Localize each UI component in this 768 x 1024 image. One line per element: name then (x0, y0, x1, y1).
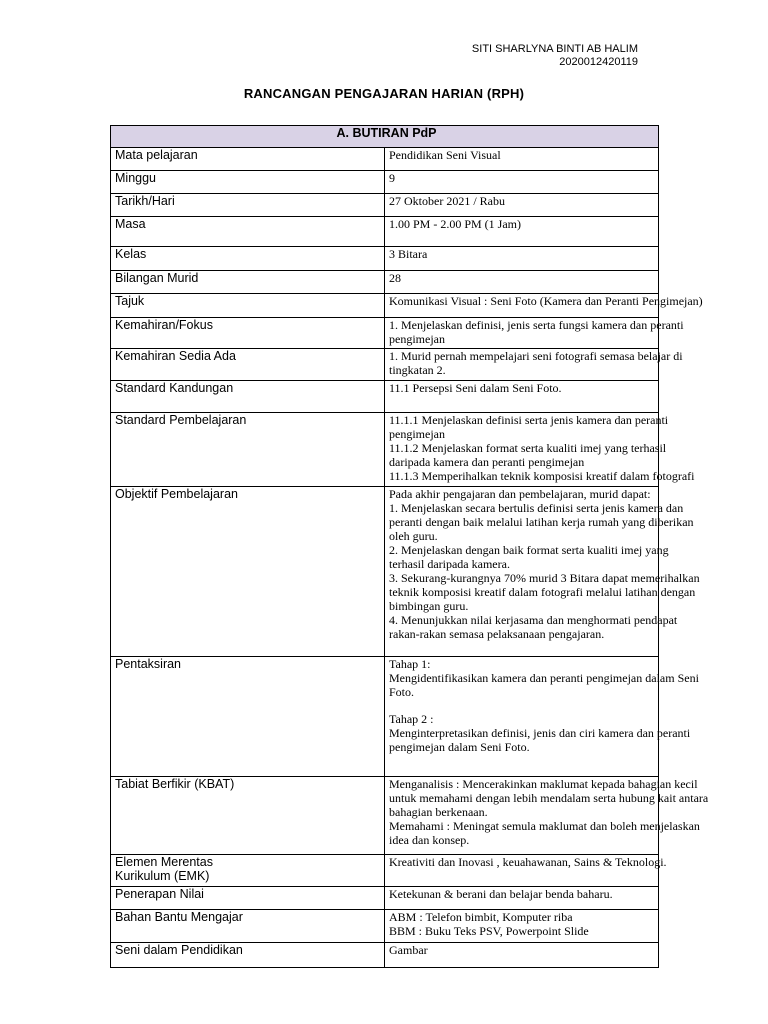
value-line: pengimejan (389, 427, 445, 441)
rph-table (110, 125, 709, 968)
value-line: 1. Murid pernah mempelajari seni fotografi semasa belajar di (389, 349, 683, 363)
value-line: 11.1.3 Memperihalkan teknik komposisi kreatif dalam fotografi (389, 469, 695, 483)
table-row (111, 943, 659, 968)
table-row (111, 194, 659, 217)
value-line: Menginterpretasikan definisi, jenis dan ciri kamera dan peranti (389, 726, 691, 740)
table-row (111, 217, 659, 247)
value-line: untuk memahami dengan lebih mendalam serta hubung kait antara (389, 791, 709, 805)
row-label (111, 910, 385, 943)
row-label (111, 171, 385, 194)
value-line: Pendidikan Seni Visual (389, 148, 501, 162)
row-value (385, 349, 683, 381)
value-line: daripada kamera dan peranti pengimejan (389, 455, 585, 469)
row-label (111, 217, 385, 247)
label-line: Standard Kandungan (115, 381, 234, 395)
row-label (111, 657, 385, 777)
page-title: RANCANGAN PENGAJARAN HARIAN (RPH) (243, 86, 525, 101)
value-line: Tahap 2 : (389, 712, 434, 726)
row-value (385, 318, 684, 349)
label-line: Masa (115, 217, 146, 231)
value-line: 4. Menunjukkan nilai kerjasama dan menghormati pendapat (389, 613, 678, 627)
value-line (389, 699, 658, 712)
label-line: Tabiat Berfikir (KBAT) (115, 777, 235, 791)
table-row (111, 349, 659, 381)
value-line: 3 Bitara (389, 247, 428, 261)
table-row (111, 413, 659, 487)
author-id: 2020012420119 (559, 56, 638, 68)
row-label (111, 777, 385, 855)
label-line: Bilangan Murid (115, 271, 199, 285)
row-value (385, 148, 659, 171)
row-value (385, 855, 667, 887)
row-value (385, 777, 709, 855)
row-label (111, 247, 385, 271)
value-line: 1. Menjelaskan secara bertulis definisi serta jenis kamera dan (389, 501, 684, 515)
table-row (111, 294, 659, 318)
row-value (385, 247, 659, 271)
value-line: Mengidentifikasikan kamera dan peranti pengimejan dalam Seni (389, 671, 699, 685)
author-name: SITI SHARLYNA BINTI AB HALIM (471, 43, 638, 55)
value-line: terhasil daripada kamera. (389, 557, 510, 571)
value-line: bimbingan guru. (389, 599, 469, 613)
row-value (385, 294, 703, 318)
value-line: 27 Oktober 2021 / Rabu (389, 194, 505, 208)
row-label (111, 194, 385, 217)
table-row (111, 247, 659, 271)
value-line: Pada akhir pengajaran dan pembelajaran, murid dapat: (389, 487, 651, 501)
value-line: Gambar (389, 943, 428, 957)
value-line: Ketekunan & berani dan belajar benda baharu. (389, 887, 613, 901)
value-line: Komunikasi Visual : Seni Foto (Kamera dan Peranti Pengimejan) (389, 294, 703, 308)
value-line: Foto. (389, 685, 415, 699)
row-label (111, 318, 385, 349)
label-line: Bahan Bantu Mengajar (115, 910, 243, 924)
value-line: 11.1.2 Menjelaskan format serta kualiti imej yang terhasil (389, 441, 667, 455)
value-line: idea dan konsep. (389, 833, 470, 847)
table-row (111, 487, 659, 657)
row-label (111, 381, 385, 413)
value-line: Menganalisis : Mencerakinkan maklumat kepada bahagian kecil (389, 777, 698, 791)
row-value (385, 943, 659, 968)
value-line: BBM : Buku Teks PSV, Powerpoint Slide (389, 924, 589, 938)
row-value (385, 413, 695, 487)
table-row (111, 271, 659, 294)
label-line: Kemahiran/Fokus (115, 318, 213, 332)
value-line: 28 (389, 271, 401, 285)
label-line: Seni dalam Pendidikan (115, 943, 243, 957)
value-line: Tahap 1: (389, 657, 431, 671)
value-line: tingkatan 2. (389, 363, 446, 377)
row-value (385, 171, 659, 194)
table-row (111, 855, 659, 887)
row-value (385, 271, 659, 294)
label-line: Pentaksiran (115, 657, 182, 671)
table-row (111, 910, 659, 943)
row-value (385, 217, 659, 247)
label-line: Tarikh/Hari (115, 194, 175, 208)
value-line: 11.1 Persepsi Seni dalam Seni Foto. (389, 381, 562, 395)
table-row (111, 657, 659, 777)
value-line: peranti dengan baik melalui latihan kerja rumah yang diberikan (389, 515, 694, 529)
label-line: Mata pelajaran (115, 148, 198, 162)
value-line: Memahami : Meningat semula maklumat dan boleh menjelaskan (389, 819, 700, 833)
label-line: Tajuk (115, 294, 145, 308)
table-row (111, 171, 659, 194)
value-line: 3. Sekurang-kurangnya 70% murid 3 Bitara dapat memerihalkan (389, 571, 700, 585)
value-line: 1.00 PM - 2.00 PM (1 Jam) (389, 217, 522, 231)
row-value (385, 910, 659, 943)
table-row (111, 887, 659, 910)
value-line: pengimejan (389, 332, 445, 346)
label-line: Minggu (115, 171, 156, 185)
value-line: bahagian berkenaan. (389, 805, 488, 819)
row-value (385, 194, 659, 217)
value-line: oleh guru. (389, 529, 438, 543)
label-line: Elemen Merentas (115, 855, 213, 869)
row-label (111, 855, 385, 887)
label-line: Standard Pembelajaran (115, 413, 247, 427)
value-line: pengimejan dalam Seni Foto. (389, 740, 530, 754)
value-line: 1. Menjelaskan definisi, jenis serta fungsi kamera dan peranti (389, 318, 684, 332)
author-block (472, 43, 638, 69)
table-row (111, 318, 659, 349)
row-label (111, 487, 385, 657)
table-row (111, 148, 659, 171)
section-heading: A. BUTIRAN PdP (111, 126, 659, 148)
label-line: Objektif Pembelajaran (115, 487, 238, 501)
row-value (385, 657, 699, 777)
row-label (111, 271, 385, 294)
label-line: Kelas (115, 247, 147, 261)
row-label (111, 943, 385, 968)
value-line: 11.1.1 Menjelaskan definisi serta jenis kamera dan peranti (389, 413, 669, 427)
value-line: Kreativiti dan Inovasi , keuahawanan, Sains & Teknologi. (389, 855, 667, 869)
table-row (111, 777, 659, 855)
value-line: rakan-rakan semasa pelaksanaan pengajaran. (389, 627, 605, 641)
row-value (385, 887, 659, 910)
row-label (111, 148, 385, 171)
label-line: Kemahiran Sedia Ada (115, 349, 236, 363)
value-line: teknik komposisi kreatif dalam fotografi melalui latihan dengan (389, 585, 696, 599)
label-line: Kurikulum (EMK) (115, 869, 210, 883)
row-label (111, 887, 385, 910)
row-value (385, 381, 659, 413)
value-line: ABM : Telefon bimbit, Komputer riba (389, 910, 573, 924)
row-value (385, 487, 700, 657)
row-label (111, 294, 385, 318)
value-line: 9 (389, 171, 395, 185)
row-label (111, 349, 385, 381)
table-row (111, 381, 659, 413)
row-label (111, 413, 385, 487)
value-line: 2. Menjelaskan dengan baik format serta kualiti imej yang (389, 543, 669, 557)
label-line: Penerapan Nilai (115, 887, 204, 901)
